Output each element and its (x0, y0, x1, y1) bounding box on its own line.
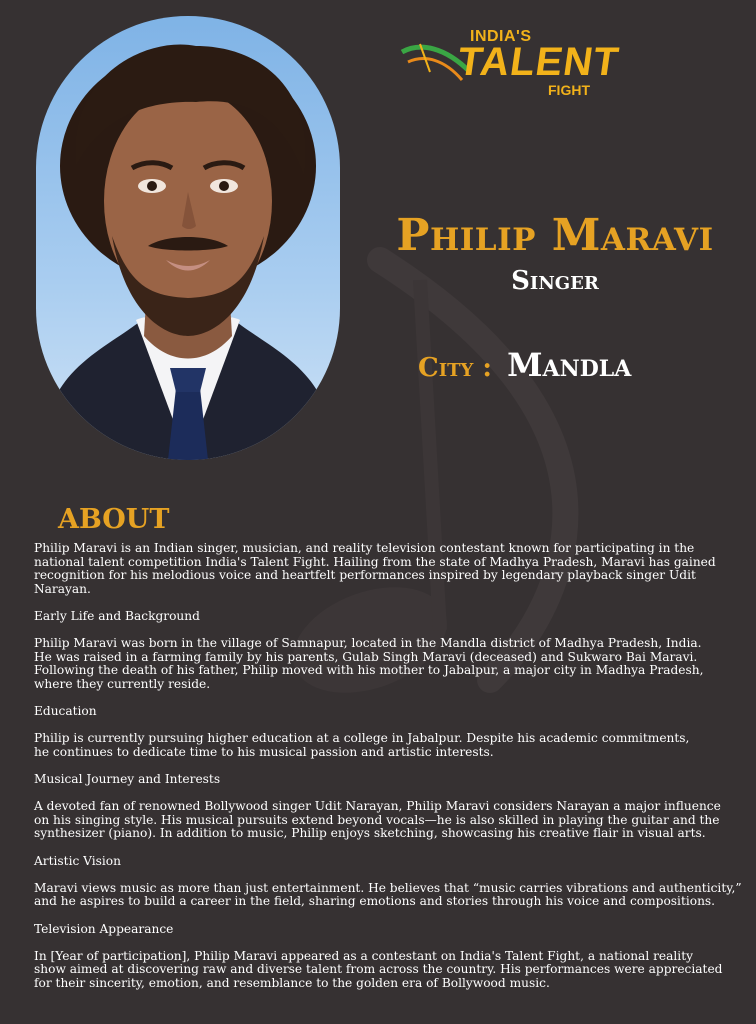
indias-talent-fight-logo (400, 22, 622, 102)
section-heading-television: Television Appearance (34, 921, 174, 936)
about-heading: ABOUT (58, 504, 170, 535)
about-paragraph: Maravi views music as more than just entertainment. He believes that “music carries vibrations and authenticity,” and he aspires to build a career in the field, sharing emotions and stories through his voice and compositions. (34, 880, 742, 909)
city-value: Mandla (507, 346, 632, 384)
section-heading-musical-journey: Musical Journey and Interests (34, 772, 221, 787)
about-paragraph: Philip is currently pursuing higher education at a college in Jabalpur. Despite his academic commitments, he continues to dedicate time to his musical passion and artistic interests. (34, 731, 690, 759)
about-section (34, 542, 752, 1004)
profile-photo (36, 16, 340, 460)
about-paragraph: In [Year of participation], Philip Maravi appeared as a contestant on India's Talent Fight, a national reality show aimed at discovering raw and diverse talent from across the country. His performances were appreciated for their sincerity, emotion, and resemblance to the golden era of Bollywood music. (34, 948, 723, 990)
profile-name: Philip Maravi (396, 210, 714, 261)
logo-line-3: FIGHT (548, 82, 590, 98)
section-heading-early-life: Early Life and Background (34, 608, 200, 623)
logo-line-1: INDIA'S (470, 28, 532, 45)
profile-role: Singer (511, 266, 599, 296)
section-heading-artistic-vision: Artistic Vision (34, 853, 121, 868)
section-heading-education: Education (34, 704, 97, 719)
city-label: City : (418, 353, 493, 383)
profile-city (418, 346, 631, 384)
person-portrait-icon (36, 16, 340, 460)
about-paragraph: Philip Maravi was born in the village of Samnapur, located in the Mandla district of Madhya Pradesh, India. He was raised in a farming family by his parents, Gulab Singh Maravi (deceased) and Sukwaro Bai Maravi. Following the death of his father, Philip moved with his mother to Jabalpur, a major city in Madhya Pradesh, where they currently reside. (34, 636, 704, 691)
logo-line-2: TALENT (454, 40, 622, 84)
about-paragraph: A devoted fan of renowned Bollywood singer Udit Narayan, Philip Maravi considers Narayan a major influence on his singing style. His musical pursuits extend beyond vocals—he is also skilled in playing the guitar and the synthesizer (piano). In addition to music, Philip enjoys sketching, showcasing his creative flair in visual arts. (34, 799, 721, 841)
about-paragraph: Philip Maravi is an Indian singer, musician, and reality television contestant known for participating in the national talent competition India's Talent Fight. Hailing from the state of Madhya Pradesh, Maravi has gained recognition for his melodious voice and heartfelt performances inspired by legendary playback singer Udit Narayan. (34, 541, 716, 596)
